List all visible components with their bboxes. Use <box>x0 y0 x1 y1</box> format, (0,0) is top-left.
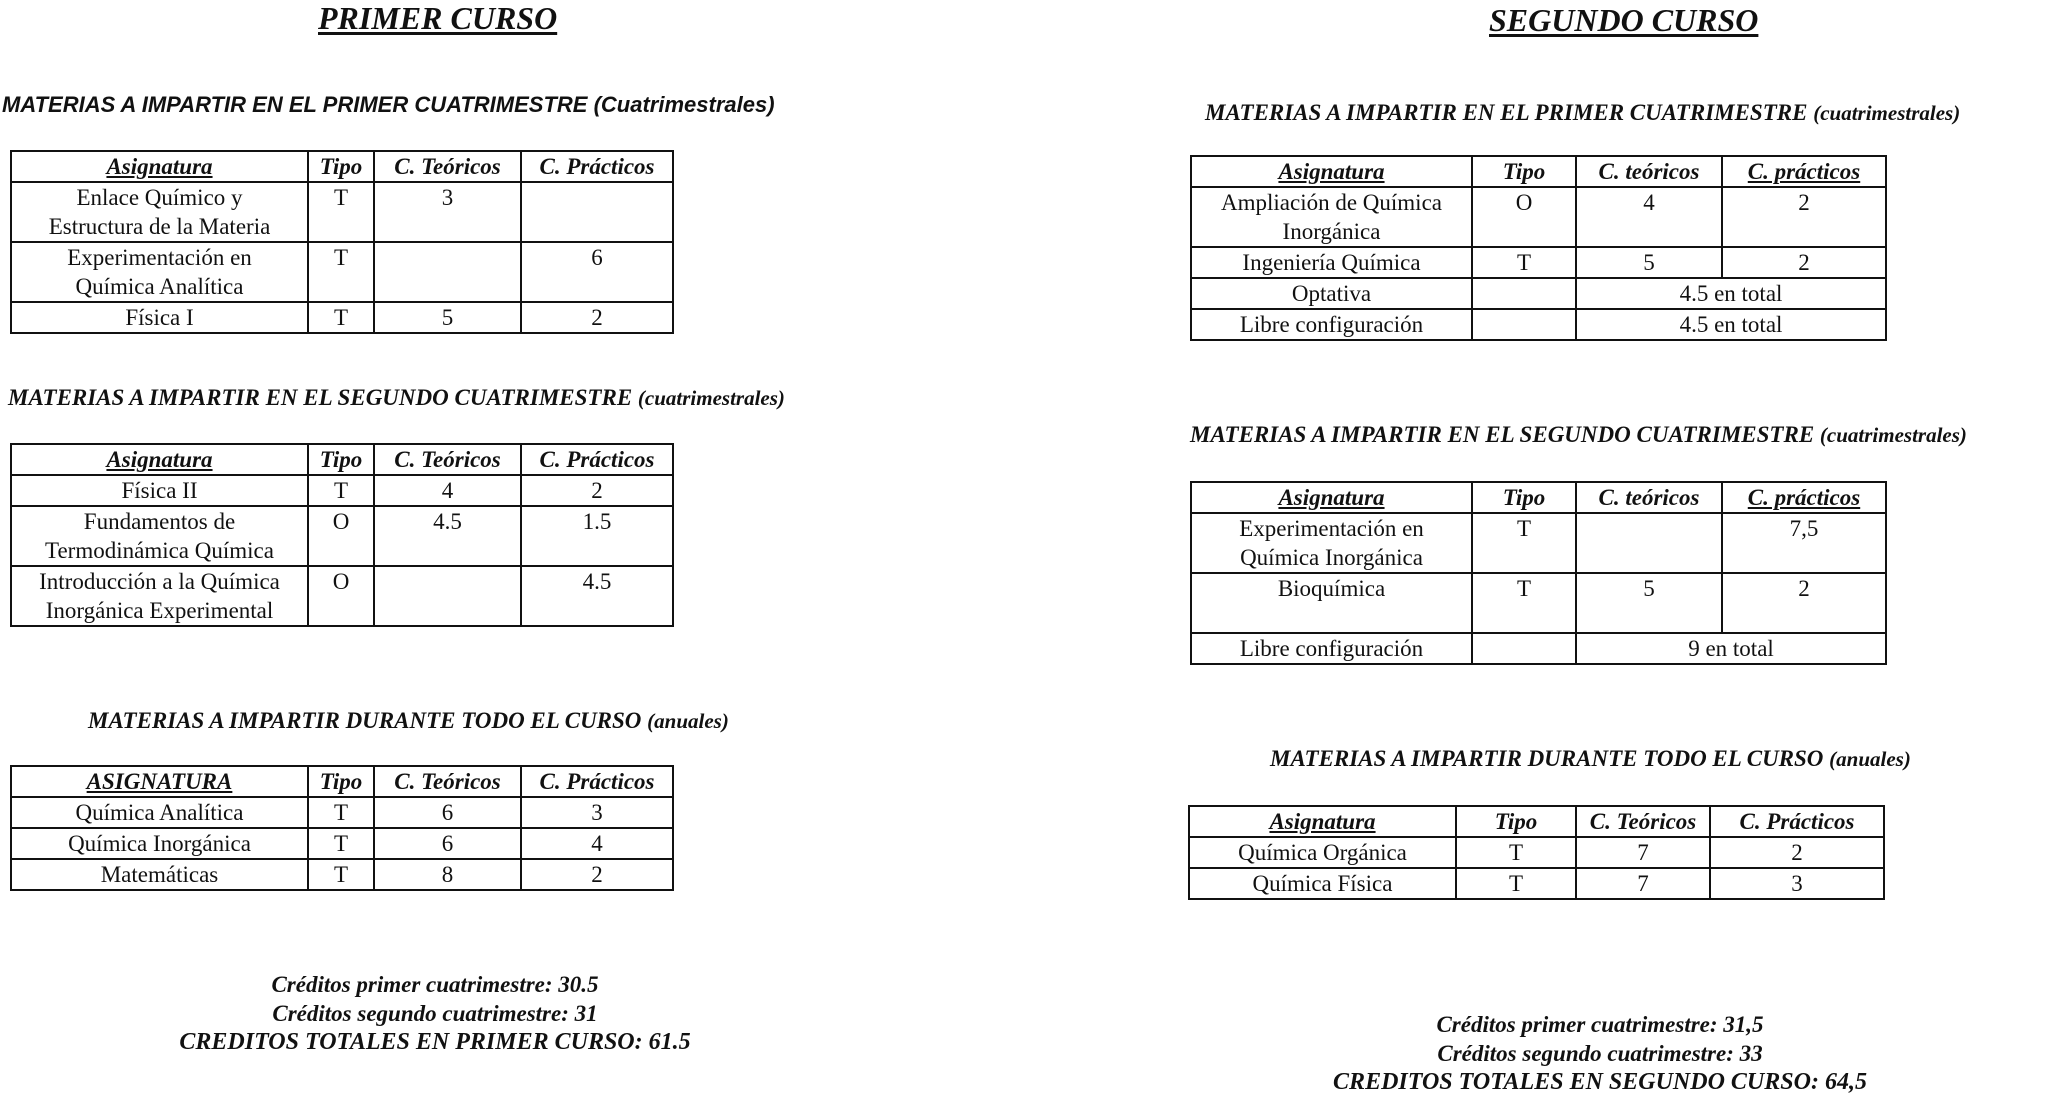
table-header-row <box>11 766 673 797</box>
practicos-cell: 7,5 <box>1722 513 1886 573</box>
teoricos-cell: 4.5 <box>374 506 521 566</box>
col-tipo: Tipo <box>308 151 374 182</box>
table-row <box>1191 187 1886 247</box>
asignatura-cell: Química Orgánica <box>1189 837 1456 868</box>
tipo-cell: T <box>308 859 374 890</box>
col-practicos: C. Prácticos <box>521 444 673 475</box>
primer-q2-heading-text: MATERIAS A IMPARTIR EN EL SEGUNDO CUATRIMESTRE <box>8 385 633 410</box>
segundo-credits-q2: Créditos segundo cuatrimestre: 33 <box>1437 1041 1763 1066</box>
teoricos-cell: 7 <box>1576 837 1710 868</box>
table-header-row <box>11 444 673 475</box>
primer-curso-title: PRIMER CURSO <box>318 0 558 36</box>
segundo-anual-heading <box>1270 746 1911 772</box>
segundo-credits-total: CREDITOS TOTALES EN SEGUNDO CURSO: 64,5 <box>1333 1069 1867 1095</box>
col-asignatura: Asignatura <box>11 151 308 182</box>
segundo-q2-table <box>1190 481 1887 665</box>
table-row <box>11 242 673 302</box>
asignatura-cell: Física I <box>11 302 308 333</box>
primer-credits-q1: Créditos primer cuatrimestre: 30.5 <box>271 972 599 997</box>
practicos-cell <box>521 182 673 242</box>
segundo-q2-heading-text: MATERIAS A IMPARTIR EN EL SEGUNDO CUATRIMESTRE <box>1190 422 1815 447</box>
table-header-row <box>11 151 673 182</box>
segundo-anual-heading-sub: (anuales) <box>1829 747 1911 771</box>
asignatura-cell: Libre configuración <box>1191 633 1472 664</box>
tipo-cell: T <box>1456 868 1576 899</box>
primer-anual-heading-text: MATERIAS A IMPARTIR DURANTE TODO EL CURSO <box>88 708 642 733</box>
col-teoricos: C. teóricos <box>1576 156 1722 187</box>
col-tipo: Tipo <box>1456 806 1576 837</box>
asignatura-cell: Introducción a la Química <box>39 569 280 594</box>
asignatura-cell-line2: Inorgánica Experimental <box>45 598 274 623</box>
segundo-totals <box>1300 1010 1900 1097</box>
table-row <box>1191 513 1886 573</box>
table-row <box>11 797 673 828</box>
segundo-q1-heading-sub: (cuatrimestrales) <box>1813 101 1961 125</box>
primer-anual-heading-sub: (anuales) <box>647 709 729 733</box>
primer-totals <box>150 970 720 1057</box>
teoricos-cell: 6 <box>374 797 521 828</box>
table-row <box>11 828 673 859</box>
primer-anual-table <box>10 765 674 891</box>
merged-credits-cell: 9 en total <box>1576 633 1886 664</box>
col-asignatura: Asignatura <box>1191 156 1472 187</box>
teoricos-cell: 6 <box>374 828 521 859</box>
practicos-cell: 6 <box>521 242 673 302</box>
merged-credits-cell: 4.5 en total <box>1576 309 1886 340</box>
tipo-cell: T <box>308 302 374 333</box>
table-row <box>11 475 673 506</box>
practicos-cell: 2 <box>1722 573 1886 633</box>
primer-q1-heading-text: MATERIAS A IMPARTIR EN EL PRIMER CUATRIMESTRE <box>2 92 588 117</box>
practicos-cell: 1.5 <box>521 506 673 566</box>
practicos-cell: 2 <box>1722 247 1886 278</box>
col-practicos: C. Prácticos <box>521 766 673 797</box>
tipo-cell: O <box>308 566 374 626</box>
table-row <box>1191 247 1886 278</box>
col-teoricos: C. Teóricos <box>374 151 521 182</box>
segundo-credits-q1: Créditos primer cuatrimestre: 31,5 <box>1436 1012 1764 1037</box>
teoricos-cell: 4 <box>374 475 521 506</box>
tipo-cell <box>1472 309 1576 340</box>
tipo-cell: T <box>308 182 374 242</box>
asignatura-cell: Química Analítica <box>11 797 308 828</box>
segundo-q2-heading-sub: (cuatrimestrales) <box>1819 423 1967 447</box>
tipo-cell <box>1472 278 1576 309</box>
teoricos-cell: 7 <box>1576 868 1710 899</box>
col-practicos: C. Prácticos <box>521 151 673 182</box>
table-row <box>11 566 673 626</box>
table-header-row <box>1189 806 1884 837</box>
practicos-cell: 4 <box>521 828 673 859</box>
asignatura-cell-line2: Estructura de la Materia <box>48 214 271 239</box>
tipo-cell: T <box>1456 837 1576 868</box>
table-row <box>1191 633 1886 664</box>
col-asignatura: ASIGNATURA <box>11 766 308 797</box>
primer-q1-heading-sub: (Cuatrimestrales) <box>593 92 775 117</box>
primer-q2-heading <box>8 385 785 411</box>
teoricos-cell: 3 <box>374 182 521 242</box>
tipo-cell: T <box>308 828 374 859</box>
practicos-cell: 2 <box>521 302 673 333</box>
tipo-cell <box>1472 633 1576 664</box>
practicos-cell: 2 <box>1710 837 1884 868</box>
table-row <box>1191 573 1886 633</box>
col-tipo: Tipo <box>1472 482 1576 513</box>
asignatura-cell: Optativa <box>1191 278 1472 309</box>
table-header-row <box>1191 156 1886 187</box>
asignatura-cell: Fundamentos de <box>83 509 236 534</box>
segundo-anual-heading-text: MATERIAS A IMPARTIR DURANTE TODO EL CURSO <box>1270 746 1824 771</box>
practicos-cell: 2 <box>1722 187 1886 247</box>
practicos-cell: 3 <box>521 797 673 828</box>
teoricos-cell <box>374 242 521 302</box>
practicos-cell: 3 <box>1710 868 1884 899</box>
asignatura-cell: Ampliación de Química <box>1221 190 1442 215</box>
col-practicos: C. prácticos <box>1722 156 1886 187</box>
table-row <box>1189 868 1884 899</box>
asignatura-cell: Física II <box>11 475 308 506</box>
tipo-cell: T <box>308 475 374 506</box>
col-teoricos: C. Teóricos <box>1576 806 1710 837</box>
table-row <box>1191 309 1886 340</box>
col-teoricos: C. teóricos <box>1576 482 1722 513</box>
teoricos-cell: 8 <box>374 859 521 890</box>
table-row <box>1189 837 1884 868</box>
segundo-curso-title: SEGUNDO CURSO <box>1489 2 1759 38</box>
col-asignatura: Asignatura <box>11 444 308 475</box>
asignatura-cell: Bioquímica <box>1191 573 1472 633</box>
asignatura-cell: Experimentación en <box>67 245 252 270</box>
asignatura-cell-line2: Termodinámica Química <box>45 538 274 563</box>
teoricos-cell <box>1576 513 1722 573</box>
col-tipo: Tipo <box>1472 156 1576 187</box>
teoricos-cell: 5 <box>1576 247 1722 278</box>
asignatura-cell-line2: Química Analítica <box>75 274 244 299</box>
primer-anual-heading <box>88 708 729 734</box>
tipo-cell: O <box>1472 187 1576 247</box>
col-asignatura: Asignatura <box>1189 806 1456 837</box>
merged-credits-cell: 4.5 en total <box>1576 278 1886 309</box>
tipo-cell: T <box>308 797 374 828</box>
col-asignatura: Asignatura <box>1191 482 1472 513</box>
tipo-cell: O <box>308 506 374 566</box>
table-row <box>11 506 673 566</box>
asignatura-cell-line2: Inorgánica <box>1282 219 1381 244</box>
col-tipo: Tipo <box>308 766 374 797</box>
col-teoricos: C. Teóricos <box>374 444 521 475</box>
table-row <box>11 859 673 890</box>
col-practicos: C. Prácticos <box>1710 806 1884 837</box>
teoricos-cell: 5 <box>374 302 521 333</box>
col-tipo: Tipo <box>308 444 374 475</box>
primer-credits-total: CREDITOS TOTALES EN PRIMER CURSO: 61.5 <box>179 1029 691 1055</box>
asignatura-cell: Experimentación en <box>1239 516 1424 541</box>
teoricos-cell: 5 <box>1576 573 1722 633</box>
tipo-cell: T <box>308 242 374 302</box>
segundo-q1-table <box>1190 155 1887 341</box>
teoricos-cell: 4 <box>1576 187 1722 247</box>
tipo-cell: T <box>1472 573 1576 633</box>
col-teoricos: C. Teóricos <box>374 766 521 797</box>
table-row <box>1191 278 1886 309</box>
table-row <box>11 302 673 333</box>
practicos-cell: 2 <box>521 859 673 890</box>
table-row <box>11 182 673 242</box>
primer-credits-q2: Créditos segundo cuatrimestre: 31 <box>272 1001 598 1026</box>
practicos-cell: 2 <box>521 475 673 506</box>
primer-q1-table <box>10 150 674 334</box>
segundo-q2-heading <box>1190 422 1967 448</box>
segundo-q1-heading-text: MATERIAS A IMPARTIR EN EL PRIMER CUATRIMESTRE <box>1205 100 1808 125</box>
asignatura-cell: Libre configuración <box>1191 309 1472 340</box>
practicos-cell: 4.5 <box>521 566 673 626</box>
asignatura-cell: Ingeniería Química <box>1191 247 1472 278</box>
col-practicos: C. prácticos <box>1722 482 1886 513</box>
primer-q1-heading <box>2 92 775 118</box>
primer-q2-heading-sub: (cuatrimestrales) <box>637 386 785 410</box>
segundo-q1-heading <box>1205 100 1960 126</box>
primer-q2-table <box>10 443 674 627</box>
segundo-anual-table <box>1188 805 1885 900</box>
asignatura-cell: Química Inorgánica <box>11 828 308 859</box>
asignatura-cell: Química Física <box>1189 868 1456 899</box>
asignatura-cell: Matemáticas <box>11 859 308 890</box>
asignatura-cell-line2: Química Inorgánica <box>1240 545 1423 570</box>
tipo-cell: T <box>1472 247 1576 278</box>
teoricos-cell <box>374 566 521 626</box>
tipo-cell: T <box>1472 513 1576 573</box>
table-header-row <box>1191 482 1886 513</box>
asignatura-cell: Enlace Químico y <box>76 185 243 210</box>
